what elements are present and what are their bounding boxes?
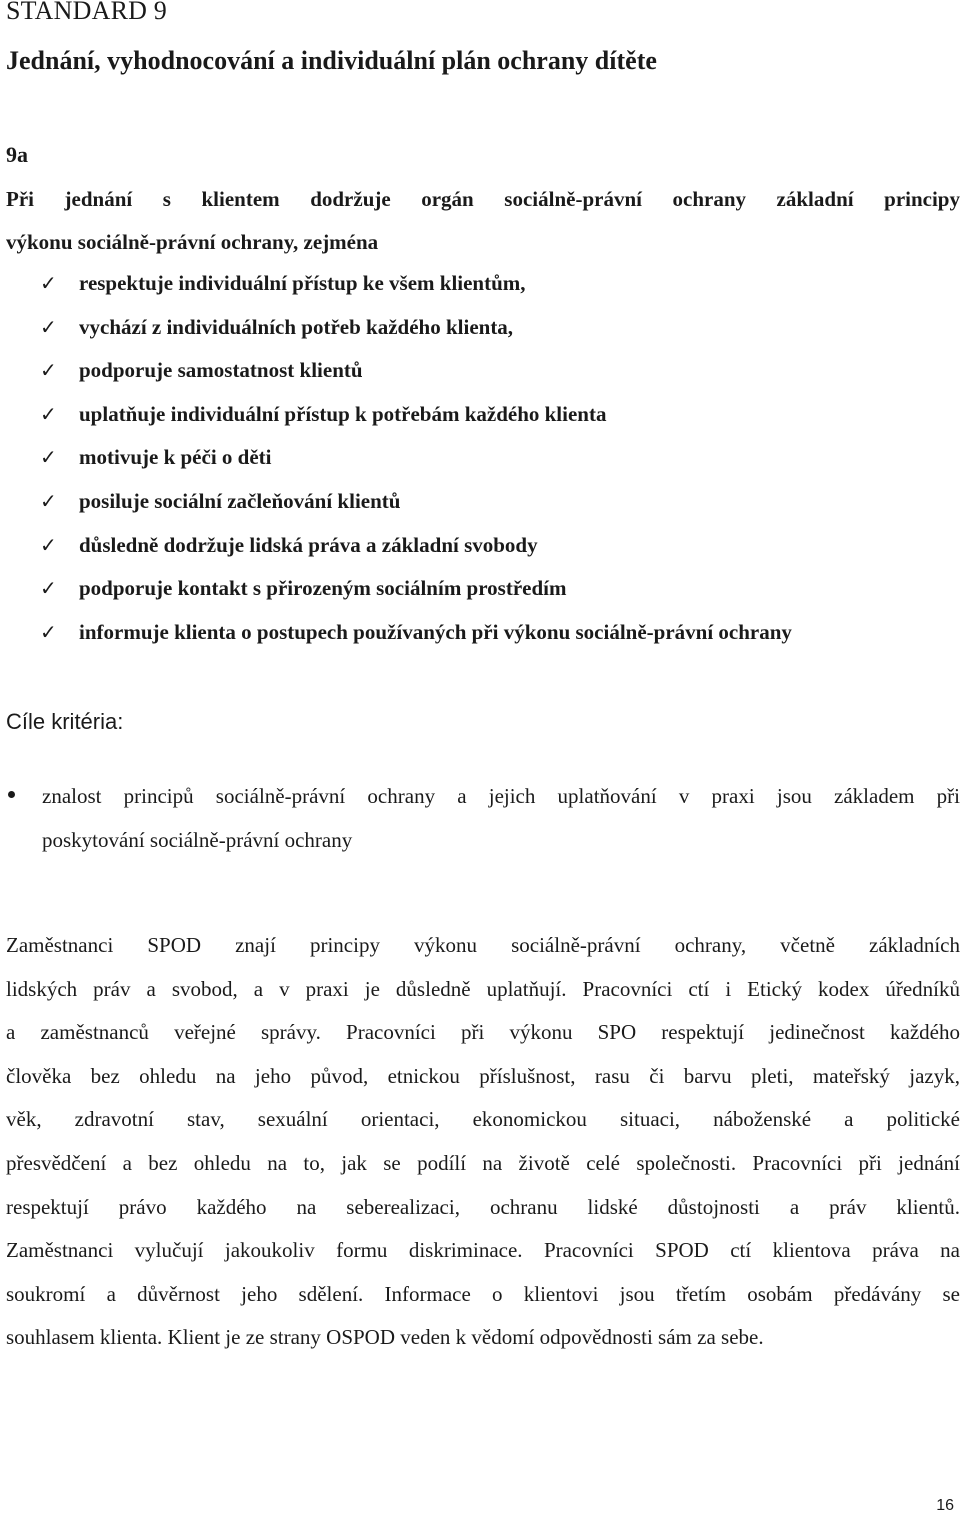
standard-subtitle: Jednání, vyhodnocování a individuální plán ochrany dítěte (6, 46, 657, 75)
list-item-text: posiluje sociální začleňování klientů (79, 488, 401, 513)
check-icon: ✓ (40, 314, 57, 339)
check-icon: ✓ (40, 619, 57, 644)
list-item-text: informuje klienta o postupech používaných při výkonu sociálně-právní ochrany (79, 619, 792, 644)
list-item-text: podporuje kontakt s přirozeným sociálním prostředím (79, 576, 567, 601)
paragraph-line: a zaměstnanců veřejné správy. Pracovníci při výkonu SPO respektují jedinečnost každého (6, 1020, 960, 1045)
standard-title: STANDARD 9 (6, 0, 167, 25)
check-icon: ✓ (40, 488, 57, 513)
check-icon: ✓ (40, 271, 57, 295)
check-icon: ✓ (40, 401, 57, 426)
paragraph-line: soukromí a důvěrnost jeho sdělení. Informace o klientovi jsou třetím osobám předávány se (6, 1281, 960, 1306)
goals-heading: Cíle kritéria: (6, 709, 124, 734)
check-icon: ✓ (40, 358, 57, 383)
body-paragraph (6, 930, 960, 1366)
paragraph-line: přesvědčení a bez ohledu na to, jak se podílí na životě celé společnosti. Pracovníci při jednání (6, 1150, 960, 1175)
list-item-text: důsledně dodržuje lidská práva a základní svobody (79, 532, 538, 557)
section-intro-line-1: Při jednání s klientem dodržuje orgán sociálně-právní ochrany základní principy (6, 187, 960, 211)
paragraph-line: Zaměstnanci vylučují jakoukoliv formu diskriminace. Pracovníci SPOD ctí klientova práva na (6, 1238, 960, 1263)
paragraph-line: respektují právo každého na seberealizaci, ochranu lidské důstojnosti a práv klientů. (6, 1194, 960, 1219)
check-icon: ✓ (40, 576, 57, 601)
check-icon: ✓ (40, 532, 57, 557)
goal-text-line-2: poskytování sociálně-právní ochrany (42, 828, 353, 852)
list-item-text: podporuje samostatnost klientů (79, 358, 363, 383)
paragraph-line: lidských práv a svobod, a v praxi je důsledně uplatňují. Pracovníci ctí i Etický kodex úředníků (6, 976, 960, 1001)
paragraph-line: souhlasem klienta. Klient je ze strany OSPOD veden k vědomí odpovědnosti sám za sebe. (6, 1325, 764, 1350)
list-item-text: vychází z individuálních potřeb každého klienta, (79, 314, 514, 339)
page-number: 16 (936, 1497, 954, 1514)
paragraph-line: věk, zdravotní stav, sexuální orientaci, ekonomickou situaci, náboženské a politické (6, 1107, 960, 1132)
section-intro-line-2: výkonu sociálně-právní ochrany, zejména (6, 230, 379, 254)
list-item-text: respektuje individuální přístup ke všem klientům, (79, 271, 526, 295)
bullet-icon (8, 791, 15, 798)
paragraph-line: Zaměstnanci SPOD znají principy výkonu sociálně-právní ochrany, včetně základních (6, 933, 960, 957)
list-item-text: motivuje k péči o děti (79, 445, 272, 470)
paragraph-line: člověka bez ohledu na jeho původ, etnickou příslušnost, rasu či barvu pleti, mateřský jazyk, (6, 1063, 960, 1088)
list-item-text: uplatňuje individuální přístup k potřebám každého klienta (79, 401, 607, 426)
check-icon: ✓ (40, 445, 57, 470)
goal-text-line-1: znalost principů sociálně-právní ochrany a jejich uplatňování v praxi jsou základem při (42, 784, 960, 808)
section-number: 9a (6, 142, 28, 167)
